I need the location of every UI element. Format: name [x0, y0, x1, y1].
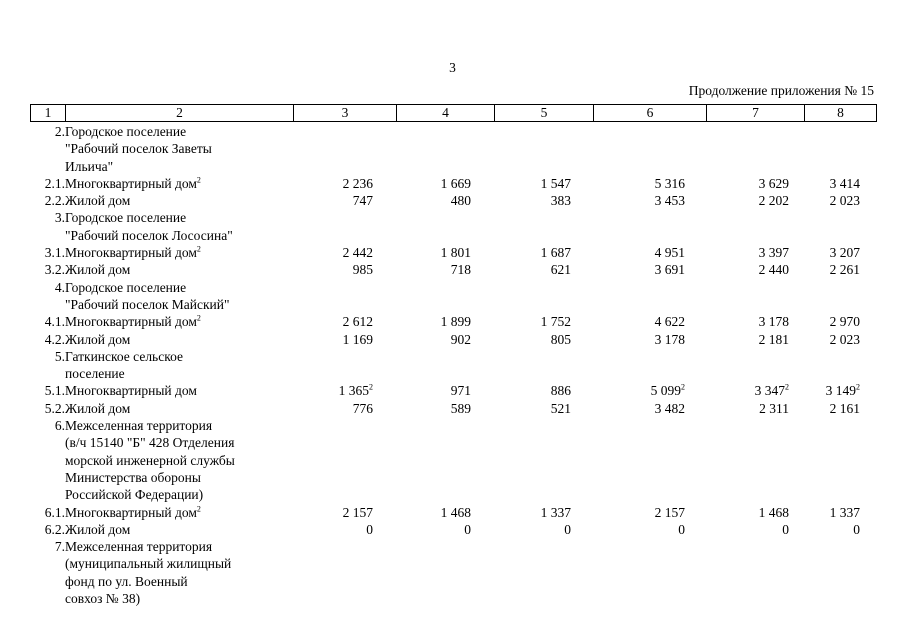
row-description	[65, 504, 293, 521]
row-number: 6.2.	[44, 521, 65, 537]
row-description	[65, 331, 293, 348]
description-line: морской инженерной службы	[65, 452, 235, 468]
table-row	[30, 521, 876, 538]
row-description	[65, 209, 293, 244]
value-cell: 1 337	[540, 504, 571, 520]
row-number: 5.	[54, 348, 65, 364]
header-cell: 7	[707, 105, 805, 122]
value-cell: 2 023	[829, 193, 860, 209]
row-number: 2.1.	[44, 175, 65, 191]
header-cell: 5	[495, 105, 594, 122]
table-row	[30, 209, 876, 244]
value-cell: 2 970	[829, 314, 860, 330]
description-line: Городское поселение	[65, 124, 187, 139]
table-row	[30, 279, 876, 314]
row-description	[65, 192, 293, 209]
value-cell: 886	[550, 383, 571, 399]
description-line: Жилой дом	[65, 262, 131, 278]
value-cell: 1 468	[758, 504, 789, 520]
description-line: Многоквартирный дом	[65, 383, 197, 399]
value-cell: 971	[450, 383, 471, 399]
value-cell	[685, 209, 789, 244]
table-row	[30, 192, 876, 209]
description-line: (в/ч 15140 "Б" 428 Отделения	[65, 435, 235, 451]
value-cell: 3 178	[654, 331, 685, 347]
value-cell: 1 337	[829, 504, 860, 520]
value-cell: 621	[550, 262, 571, 278]
table-row	[30, 348, 876, 383]
value-cell	[373, 417, 471, 503]
value-cell	[685, 348, 789, 383]
value-cell	[571, 279, 685, 314]
description-line: (муниципальный жилищный	[65, 556, 232, 572]
description-line: Многоквартирный дом$^2$	[65, 504, 201, 520]
description-line: "Рабочий поселок Лососина"	[65, 227, 233, 243]
value-cell: 776	[352, 400, 373, 416]
value-cell: 2 612	[342, 314, 373, 330]
row-number: 4.	[54, 279, 65, 295]
value-cell: 2 440	[758, 262, 789, 278]
row-number: 2.2.	[44, 193, 65, 209]
value-cell	[471, 123, 571, 175]
value-cell: 2 202	[758, 193, 789, 209]
value-cell	[571, 123, 685, 175]
value-cell: 5 $099^2$	[650, 382, 685, 399]
header-cell: 2	[66, 105, 294, 122]
table-row	[30, 382, 876, 399]
row-description	[65, 175, 293, 192]
description-line: Многоквартирный дом$^2$	[65, 175, 201, 191]
value-cell	[293, 538, 373, 607]
value-cell: 0	[366, 521, 373, 537]
row-description	[65, 538, 293, 607]
value-cell	[685, 123, 789, 175]
value-cell	[293, 417, 373, 503]
value-cell	[293, 209, 373, 244]
value-cell: 3 691	[654, 262, 685, 278]
value-cell	[471, 209, 571, 244]
value-cell	[471, 279, 571, 314]
value-cell	[471, 538, 571, 607]
description-line: поселение	[65, 366, 125, 382]
value-cell: 2 023	[829, 331, 860, 347]
value-cell: 3 397	[758, 245, 789, 261]
description-line: Межселенная территория	[65, 539, 213, 555]
header-cell: 1	[31, 105, 66, 122]
value-cell: 1 169	[342, 331, 373, 347]
value-cell: 2 161	[829, 400, 860, 416]
value-cell	[571, 417, 685, 503]
description-line: Жилой дом	[65, 521, 131, 537]
value-cell: 805	[550, 331, 571, 347]
value-cell: 2 181	[758, 331, 789, 347]
table-row	[30, 538, 876, 607]
row-description	[65, 417, 293, 503]
description-line: Российской Федерации)	[65, 487, 204, 503]
row-description	[65, 348, 293, 383]
description-line: Министерства обороны	[65, 469, 201, 485]
table-row	[30, 261, 876, 278]
value-cell	[373, 123, 471, 175]
value-cell: 2 442	[342, 245, 373, 261]
row-number: 6.1.	[44, 504, 65, 520]
value-cell	[685, 538, 789, 607]
header-cell: 6	[594, 105, 707, 122]
header-cell: 4	[397, 105, 495, 122]
value-cell	[293, 123, 373, 175]
description-line: "Рабочий поселок Заветы	[65, 141, 212, 157]
appendix-caption: Продолжение приложения № 15	[688, 83, 874, 98]
value-cell	[293, 348, 373, 383]
value-cell: 1 801	[440, 245, 471, 261]
value-cell	[373, 538, 471, 607]
value-cell	[571, 538, 685, 607]
page-number: 3	[449, 60, 456, 75]
value-cell: 0	[564, 521, 571, 537]
value-cell: 3 207	[829, 245, 860, 261]
value-cell: 1 899	[440, 314, 471, 330]
value-cell: 2 157	[654, 504, 685, 520]
description-line: Многоквартирный дом$^2$	[65, 313, 201, 330]
value-cell: 589	[450, 400, 471, 416]
value-cell: 0	[678, 521, 685, 537]
value-cell: 383	[550, 193, 571, 209]
value-cell: 1 687	[540, 245, 571, 261]
value-cell	[471, 417, 571, 503]
header-cell: 8	[805, 105, 877, 122]
description-line: Жилой дом	[65, 193, 131, 209]
table-row	[30, 175, 876, 192]
value-cell: 4 622	[654, 314, 685, 330]
value-cell: 4 951	[654, 245, 685, 261]
row-description	[65, 244, 293, 261]
row-description	[65, 400, 293, 417]
row-number: 6.	[54, 418, 65, 434]
value-cell: 2 261	[829, 262, 860, 278]
description-line: "Рабочий поселок Майский"	[65, 296, 230, 312]
value-cell: 480	[450, 193, 471, 209]
value-cell	[789, 348, 860, 383]
value-cell: 0	[853, 521, 860, 537]
value-cell: 718	[450, 262, 471, 278]
value-cell: 3 482	[654, 400, 685, 416]
row-description	[65, 123, 293, 175]
row-number: 5.1.	[44, 383, 65, 399]
value-cell	[685, 279, 789, 314]
value-cell	[789, 279, 860, 314]
value-cell: 1 752	[540, 314, 571, 330]
value-cell	[789, 538, 860, 607]
row-number: 3.1.	[44, 245, 65, 261]
description-line: Городское поселение	[65, 279, 187, 295]
value-cell	[789, 209, 860, 244]
description-line: Многоквартирный дом$^2$	[65, 244, 201, 261]
table-row	[30, 244, 876, 261]
value-cell: 902	[450, 331, 471, 347]
value-cell: 3 414	[829, 175, 860, 191]
value-cell	[373, 348, 471, 383]
table-row	[30, 504, 876, 521]
description-line: Ильича"	[65, 158, 114, 174]
value-cell	[789, 417, 860, 503]
description-line: Гаткинское сельское	[65, 348, 183, 364]
value-cell: 2 236	[342, 175, 373, 191]
table-row	[30, 331, 876, 348]
row-number: 3.2.	[44, 262, 65, 278]
row-number: 4.1.	[44, 314, 65, 330]
row-description	[65, 261, 293, 278]
value-cell: 1 547	[540, 175, 571, 191]
value-cell	[293, 279, 373, 314]
value-cell: 985	[352, 262, 373, 278]
description-line: Жилой дом	[65, 400, 131, 416]
header-cell: 3	[294, 105, 397, 122]
row-description	[65, 382, 293, 399]
row-number: 5.2.	[44, 400, 65, 416]
row-number: 7.	[54, 539, 65, 555]
value-cell: 3 629	[758, 175, 789, 191]
value-cell: 3 $149^2$	[825, 382, 860, 399]
table-row	[30, 400, 876, 417]
description-line: совхоз № 38)	[65, 591, 141, 607]
value-cell: 1 $365^2$	[338, 382, 373, 399]
value-cell	[685, 417, 789, 503]
row-number: 2.	[54, 124, 65, 139]
value-cell: 1 468	[440, 504, 471, 520]
value-cell: 5 316	[654, 175, 685, 191]
value-cell: 0	[782, 521, 789, 537]
value-cell	[571, 209, 685, 244]
row-description	[65, 521, 293, 538]
description-line: Жилой дом	[65, 331, 131, 347]
table-row	[30, 123, 876, 175]
cost-table	[30, 123, 876, 607]
description-line: Городское поселение	[65, 210, 187, 226]
value-cell	[471, 348, 571, 383]
description-line: Межселенная территория	[65, 418, 213, 434]
table-row	[30, 313, 876, 330]
column-number-header	[30, 104, 877, 122]
description-line: фонд по ул. Военный	[65, 573, 188, 589]
value-cell: 521	[550, 400, 571, 416]
value-cell: 2 157	[342, 504, 373, 520]
row-description	[65, 313, 293, 330]
table-row	[30, 417, 876, 503]
value-cell: 3 $347^2$	[754, 382, 789, 399]
value-cell: 1 669	[440, 175, 471, 191]
value-cell	[789, 123, 860, 175]
row-number: 3.	[54, 210, 65, 226]
value-cell: 0	[464, 521, 471, 537]
value-cell: 747	[352, 193, 373, 209]
value-cell: 3 178	[758, 314, 789, 330]
row-number: 4.2.	[44, 331, 65, 347]
row-description	[65, 279, 293, 314]
value-cell	[373, 279, 471, 314]
value-cell: 2 311	[759, 400, 789, 416]
value-cell: 3 453	[654, 193, 685, 209]
value-cell	[571, 348, 685, 383]
value-cell	[373, 209, 471, 244]
